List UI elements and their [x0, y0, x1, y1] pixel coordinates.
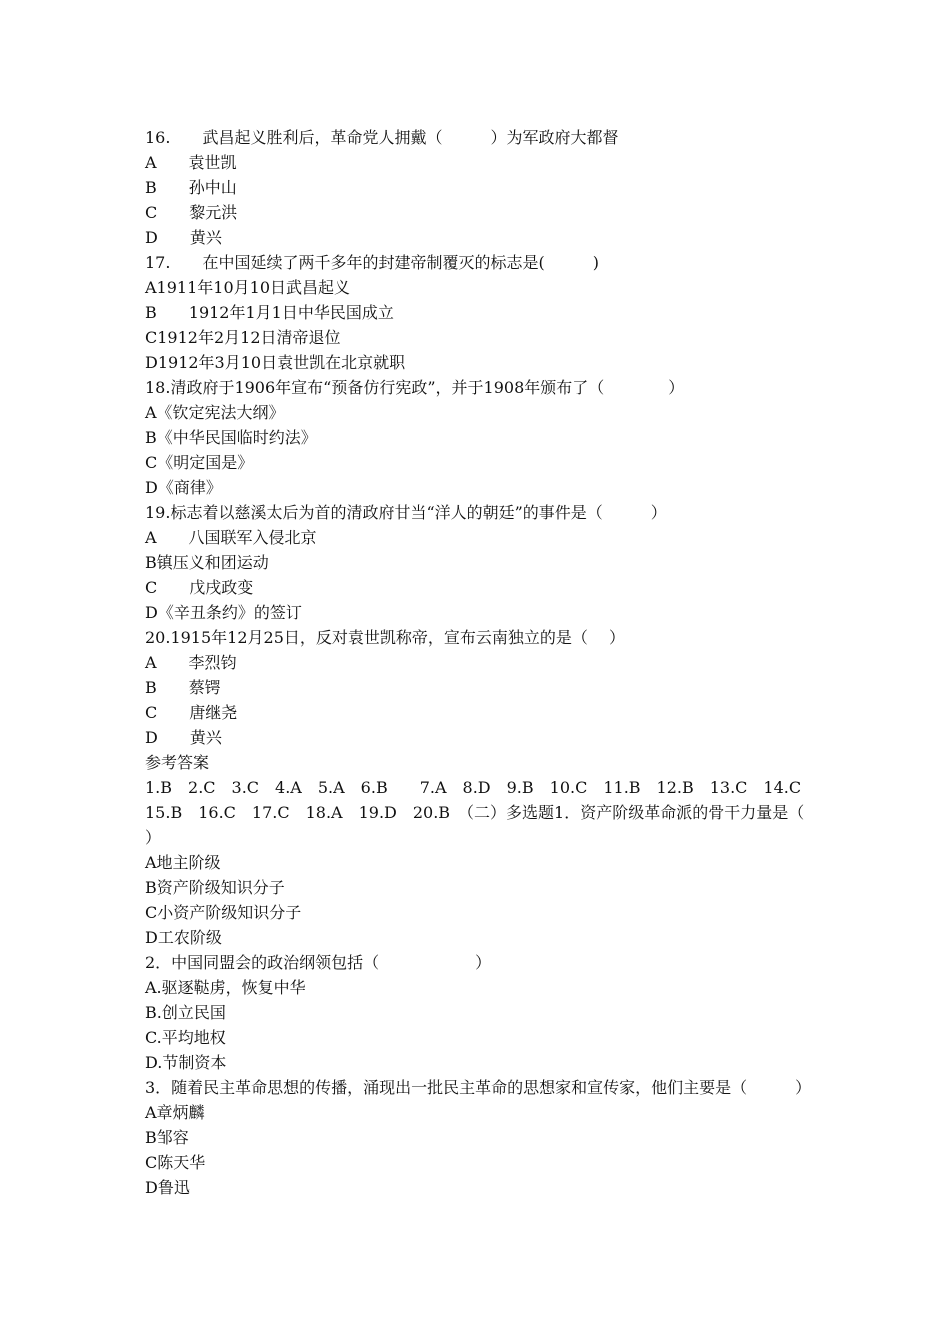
question-20-option-c: C 唐继尧 [145, 703, 238, 722]
answers-line-2: 15.B 16.C 17.C 18.A 19.D 20.B （二）多选题1．资产阶级革命派的骨干力量是（ ） [145, 803, 826, 847]
question-16-option-b: B 孙中山 [145, 178, 237, 197]
multi-1-option-b: B资产阶级知识分子 [145, 878, 285, 897]
answers-line-1: 1.B 2.C 3.C 4.A 5.A 6.B 7.A 8.D 9.B 10.C 11.B 12.B 13.C 14.C [145, 778, 802, 797]
question-18-option-b: B《中华民国临时约法》 [145, 428, 317, 447]
question-19-option-d: D《辛丑条约》的签订 [145, 603, 302, 622]
question-19-option-a: A 八国联军入侵北京 [145, 528, 317, 547]
question-18-option-c: C《明定国是》 [145, 453, 254, 472]
question-18-stem: 18.清政府于1906年宣布“预备仿行宪政”，并于1908年颁布了（ ） [145, 378, 685, 397]
question-16-option-a: A 袁世凯 [145, 153, 237, 172]
question-17-option-d: D1912年3月10日袁世凯在北京就职 [145, 353, 406, 372]
question-17-option-a: A1911年10月10日武昌起义 [145, 278, 350, 297]
question-18-option-d: D《商律》 [145, 478, 222, 497]
question-17-option-c: C1912年2月12日清帝退位 [145, 328, 341, 347]
question-20-option-d: D 黄兴 [145, 728, 222, 747]
multi-1-option-a: A地主阶级 [145, 853, 221, 872]
question-19-option-c: C 戊戌政变 [145, 578, 254, 597]
question-20-option-b: B 蔡锷 [145, 678, 221, 697]
multi-2-option-b: B.创立民国 [145, 1003, 226, 1022]
question-16-option-d: D 黄兴 [145, 228, 222, 247]
question-16-option-c: C 黎元洪 [145, 203, 238, 222]
multi-1-option-c: C小资产阶级知识分子 [145, 903, 302, 922]
answers-heading: 参考答案 [145, 753, 210, 772]
multi-3-option-b: B邹容 [145, 1128, 189, 1147]
multi-3-option-a: A章炳麟 [145, 1103, 205, 1122]
multi-2-option-d: D.节制资本 [145, 1053, 227, 1072]
question-17-stem: 17. 在中国延续了两千多年的封建帝制覆灭的标志是( ) [145, 253, 599, 272]
multi-3-option-c: C陈天华 [145, 1153, 206, 1172]
multi-1-option-d: D工农阶级 [145, 928, 222, 947]
multi-2-option-a: A.驱逐鞑虏，恢复中华 [145, 978, 306, 997]
question-20-stem: 20.1915年12月25日，反对袁世凯称帝，宣布云南独立的是（ ） [145, 628, 625, 647]
question-19-stem: 19.标志着以慈溪太后为首的清政府甘当“洋人的朝廷”的事件是（ ） [145, 503, 667, 522]
multi-3-option-d: D鲁迅 [145, 1178, 190, 1197]
document-page [145, 125, 826, 1200]
question-17-option-b: B 1912年1月1日中华民国成立 [145, 303, 394, 322]
multi-2-stem: 2．中国同盟会的政治纲领包括（ ） [145, 953, 492, 972]
question-19-option-b: B镇压义和团运动 [145, 553, 269, 572]
question-16-stem: 16. 武昌起义胜利后，革命党人拥戴（ ）为军政府大都督 [145, 128, 619, 147]
question-18-option-a: A《钦定宪法大纲》 [145, 403, 285, 422]
question-20-option-a: A 李烈钧 [145, 653, 237, 672]
multi-2-option-c: C.平均地权 [145, 1028, 226, 1047]
multi-3-stem: 3．随着民主革命思想的传播，涌现出一批民主革命的思想家和宣传家，他们主要是（ ） [145, 1078, 812, 1097]
